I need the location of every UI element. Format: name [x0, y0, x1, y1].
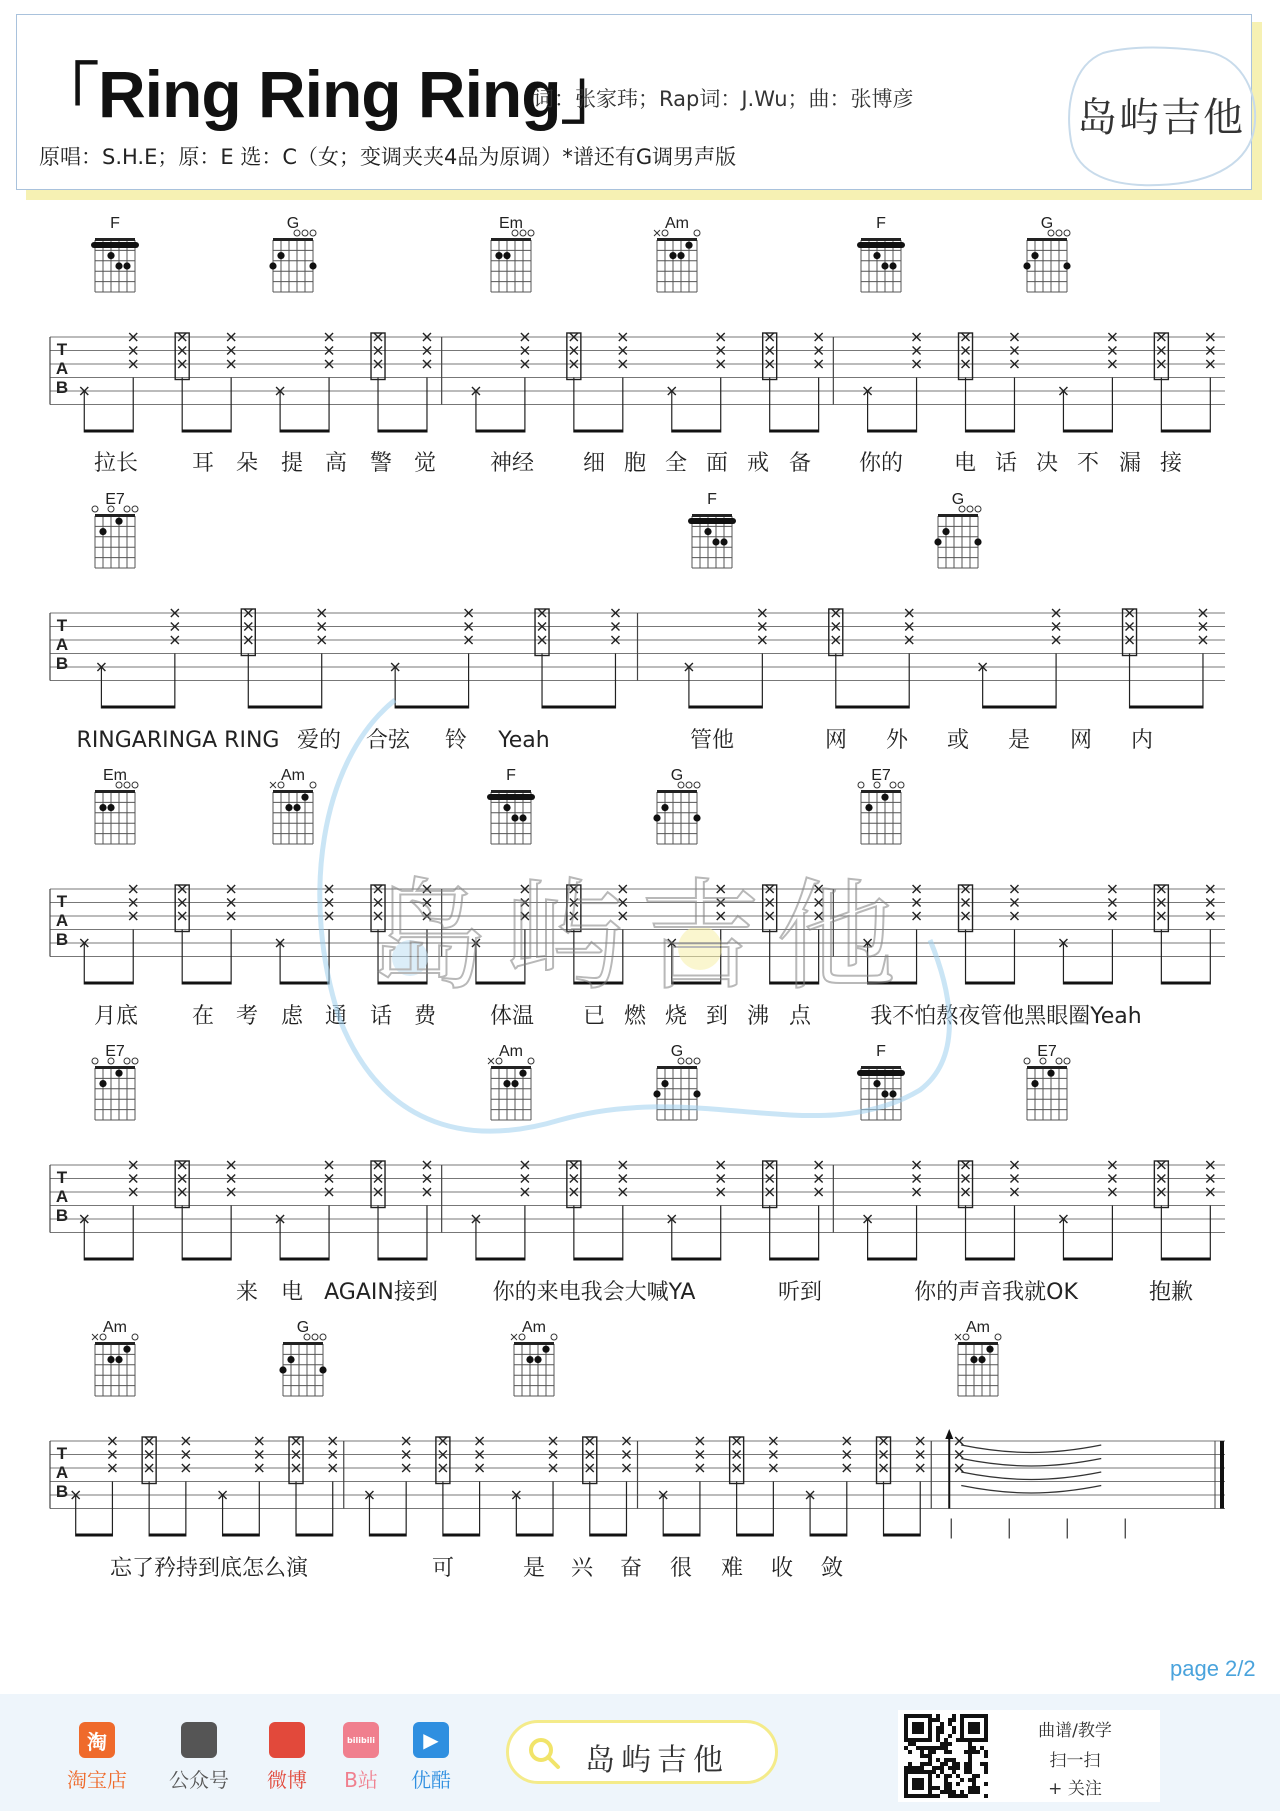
chord-diagram-am — [92, 1319, 138, 1396]
brand-search-box[interactable] — [506, 1720, 778, 1784]
search-icon — [527, 1736, 561, 1770]
lyric-word: 警 — [369, 451, 393, 476]
chord-name: F — [707, 491, 717, 508]
footer-link-wechat[interactable] — [164, 1722, 234, 1793]
chord-name: E7 — [105, 491, 125, 508]
footer-link-bilibili[interactable] — [326, 1722, 396, 1793]
lyric-line — [236, 1280, 1193, 1305]
tab-clef-letter: T — [56, 616, 68, 635]
watermark-text: 岛屿吉他 — [368, 868, 912, 1007]
chord-diagram-f — [487, 767, 535, 844]
lyric-word: 接 — [1159, 451, 1183, 476]
lyric-word: 很 — [669, 1556, 693, 1581]
chord-diagram-g — [279, 1319, 326, 1396]
tab-clef-letter: A — [55, 1187, 69, 1206]
qr-caption-2: 扫一扫 — [1049, 1751, 1101, 1771]
tab-staff — [50, 1429, 1225, 1539]
lyric-line — [94, 1004, 1142, 1029]
lyric-word: 合弦 — [365, 728, 411, 753]
chord-name: G — [286, 215, 300, 232]
footer-link-weibo[interactable] — [252, 1722, 322, 1793]
lyric-word: 话 — [994, 451, 1018, 476]
qr-caption-3: + 关注 — [1048, 1779, 1102, 1799]
tab-clef-letter: B — [55, 1482, 69, 1501]
qr-caption-1: 曲谱/教学 — [1038, 1721, 1112, 1741]
chord-name: F — [876, 215, 886, 232]
lyric-word: 或 — [946, 728, 970, 753]
tab-staff — [50, 333, 1225, 433]
lyric-word: 漏 — [1118, 451, 1142, 476]
lyric-word: 面 — [705, 451, 729, 476]
wechat-icon — [181, 1722, 217, 1758]
lyric-word: 你的来电我会大喊YA — [492, 1280, 696, 1305]
footer-link-youku[interactable] — [396, 1722, 466, 1793]
lyric-word: 细 — [582, 451, 606, 476]
lyric-word: 拉长 — [93, 451, 139, 476]
tab-staff — [50, 1161, 1225, 1261]
tab-clef-letter: A — [55, 635, 69, 654]
qr-card — [898, 1710, 1160, 1802]
lyric-word: 点 — [788, 1004, 812, 1029]
lyric-word: 管他 — [689, 728, 735, 753]
lyric-word: 是 — [522, 1556, 546, 1581]
lyric-word: 我不怕熬夜管他黑眼圈Yeah — [870, 1004, 1142, 1029]
lyric-word: 到 — [705, 1004, 729, 1029]
chord-name: G — [1040, 215, 1054, 232]
lyric-word: 戒 — [746, 451, 770, 476]
chord-diagram-am — [654, 215, 700, 292]
chord-name: E7 — [105, 1043, 125, 1060]
lyric-word: 虑 — [280, 1004, 304, 1029]
chord-diagram-f — [91, 215, 139, 292]
lyric-word: 忘了矜持到底怎么演 — [109, 1556, 309, 1581]
brand-logo-text: 岛屿吉他 — [1077, 95, 1245, 141]
lyric-word: 内 — [1130, 728, 1154, 753]
lyric-word: 费 — [413, 1004, 437, 1029]
lyric-word: 胞 — [623, 451, 647, 476]
lyric-word: 在 — [191, 1004, 215, 1029]
lyric-word: RINGARINGA RING — [76, 728, 280, 753]
chord-name: Em — [103, 767, 127, 784]
lyric-word: 朵 — [235, 451, 259, 476]
chord-diagram-e7 — [1024, 1043, 1070, 1120]
chord-diagram-am — [488, 1043, 534, 1120]
tab-clef-letter: B — [55, 1206, 69, 1225]
lyric-word: 话 — [369, 1004, 393, 1029]
chord-diagram-g — [653, 767, 700, 844]
song-title: 「Ring Ring Ring」 — [33, 57, 626, 131]
chord-name: E7 — [871, 767, 891, 784]
lyric-word: 抱歉 — [1148, 1280, 1194, 1305]
lyric-word: 燃 — [623, 1004, 647, 1029]
lyric-line — [110, 1556, 843, 1581]
chord-name: Am — [522, 1319, 546, 1336]
lyric-word: 电 — [280, 1280, 304, 1305]
lyric-word: 月底 — [93, 1004, 139, 1029]
tab-clef-letter: A — [55, 1463, 69, 1482]
lyric-line — [94, 451, 1183, 476]
chord-diagram-g — [269, 215, 316, 292]
lyric-line — [77, 728, 1153, 753]
lyric-word: 外 — [885, 728, 909, 753]
tab-clef-letter: T — [56, 1444, 68, 1463]
chord-diagram-em — [491, 215, 534, 292]
tab-clef-letter: B — [55, 654, 69, 673]
lyric-word: 兴 — [570, 1556, 594, 1581]
tab-clef-letter: A — [55, 359, 69, 378]
chord-name: F — [110, 215, 120, 232]
bilibili-icon: bilibili — [343, 1722, 379, 1758]
footer-link-label: 公众号 — [169, 1768, 229, 1792]
lyric-word: 电 — [953, 451, 977, 476]
lyric-word: 是 — [1007, 728, 1031, 753]
lyric-word: 耳 — [191, 451, 215, 476]
chord-diagram-e7 — [858, 767, 904, 844]
lyric-word: 网 — [824, 728, 848, 753]
lyric-word: 铃 — [444, 728, 468, 753]
footer-link-taobao[interactable] — [62, 1722, 132, 1793]
lyric-word: 爱的 — [296, 728, 342, 753]
lyric-word: 全 — [664, 451, 688, 476]
lyric-word: 可 — [431, 1556, 455, 1581]
lyric-word: 你的声音我就OK — [914, 1280, 1078, 1305]
lyric-word: 沸 — [746, 1004, 770, 1029]
lyric-word: 网 — [1069, 728, 1093, 753]
song-key-info: 原唱：S.H.E；原：E 选：C（女；变调夹夹4品为原调）*谱还有G调男声版 — [39, 145, 737, 169]
tab-staff — [50, 609, 1225, 709]
lyric-word: 提 — [280, 451, 304, 476]
lyric-word: 听到 — [777, 1280, 823, 1305]
chord-diagram-am — [511, 1319, 557, 1396]
lyric-word: 已 — [582, 1004, 606, 1029]
chord-name: G — [670, 1043, 684, 1060]
lyric-word: 不 — [1076, 451, 1100, 476]
lyric-word: Yeah — [498, 728, 550, 753]
chord-name: G — [296, 1319, 310, 1336]
lyric-word: AGAIN接到 — [324, 1280, 438, 1305]
chord-diagram-g — [1023, 215, 1070, 292]
song-credits: 词：张家玮；Rap词：J.Wu；曲：张博彦 — [533, 87, 914, 111]
chord-diagram-g — [934, 491, 981, 568]
lyric-word: 通 — [324, 1004, 348, 1029]
chord-name: G — [670, 767, 684, 784]
lyric-word: 神经 — [489, 451, 535, 476]
chord-name: G — [951, 491, 965, 508]
chord-name: F — [876, 1043, 886, 1060]
chord-name: Am — [966, 1319, 990, 1336]
chord-name: F — [506, 767, 516, 784]
chord-diagram-am — [270, 767, 316, 844]
tab-clef-letter: T — [56, 1168, 68, 1187]
chord-diagram-f — [688, 491, 736, 568]
footer-link-label: B站 — [344, 1768, 378, 1792]
lyric-word: 你的 — [858, 451, 904, 476]
lyric-word: 考 — [235, 1004, 259, 1029]
lyric-word: 难 — [720, 1556, 744, 1581]
lyric-word: 备 — [788, 451, 812, 476]
tab-clef-letter: T — [56, 892, 68, 911]
qr-code — [904, 1714, 988, 1798]
lyric-word: 收 — [770, 1556, 794, 1581]
lyric-word: 奋 — [619, 1556, 643, 1581]
chord-name: Am — [281, 767, 305, 784]
lyric-word: 体温 — [489, 1004, 535, 1029]
chord-diagram-em — [95, 767, 138, 844]
tab-clef-letter: B — [55, 378, 69, 397]
footer-link-label: 微博 — [267, 1768, 307, 1792]
tab-clef-letter: A — [55, 911, 69, 930]
tab-clef-letter: B — [55, 930, 69, 949]
lyric-word: 来 — [235, 1280, 259, 1305]
watermark — [320, 700, 950, 1131]
footer-link-label: 优酷 — [411, 1768, 451, 1792]
chord-diagram-am — [955, 1319, 1001, 1396]
footer-bar — [0, 1694, 1280, 1811]
lyric-word: 敛 — [820, 1556, 844, 1581]
brand-search-text: 岛屿吉他 — [585, 1743, 729, 1778]
chord-diagram-f — [857, 215, 905, 292]
chord-name: E7 — [1037, 1043, 1057, 1060]
lyric-word: 烧 — [664, 1004, 688, 1029]
lyric-word: 决 — [1035, 451, 1059, 476]
footer-link-label: 淘宝店 — [67, 1768, 127, 1792]
chord-name: Em — [499, 215, 523, 232]
chord-name: Am — [499, 1043, 523, 1060]
chord-diagram-e7 — [92, 491, 138, 568]
chord-name: Am — [665, 215, 689, 232]
lyric-word: 高 — [324, 451, 348, 476]
weibo-icon — [269, 1722, 305, 1758]
lyric-word: 觉 — [413, 451, 437, 476]
page-number: page 2/2 — [1170, 1656, 1256, 1681]
chord-diagram-e7 — [92, 1043, 138, 1120]
tab-clef-letter: T — [56, 340, 68, 359]
chord-name: Am — [103, 1319, 127, 1336]
youku-icon: ▶ — [413, 1722, 449, 1758]
taobao-icon: 淘 — [79, 1722, 115, 1758]
